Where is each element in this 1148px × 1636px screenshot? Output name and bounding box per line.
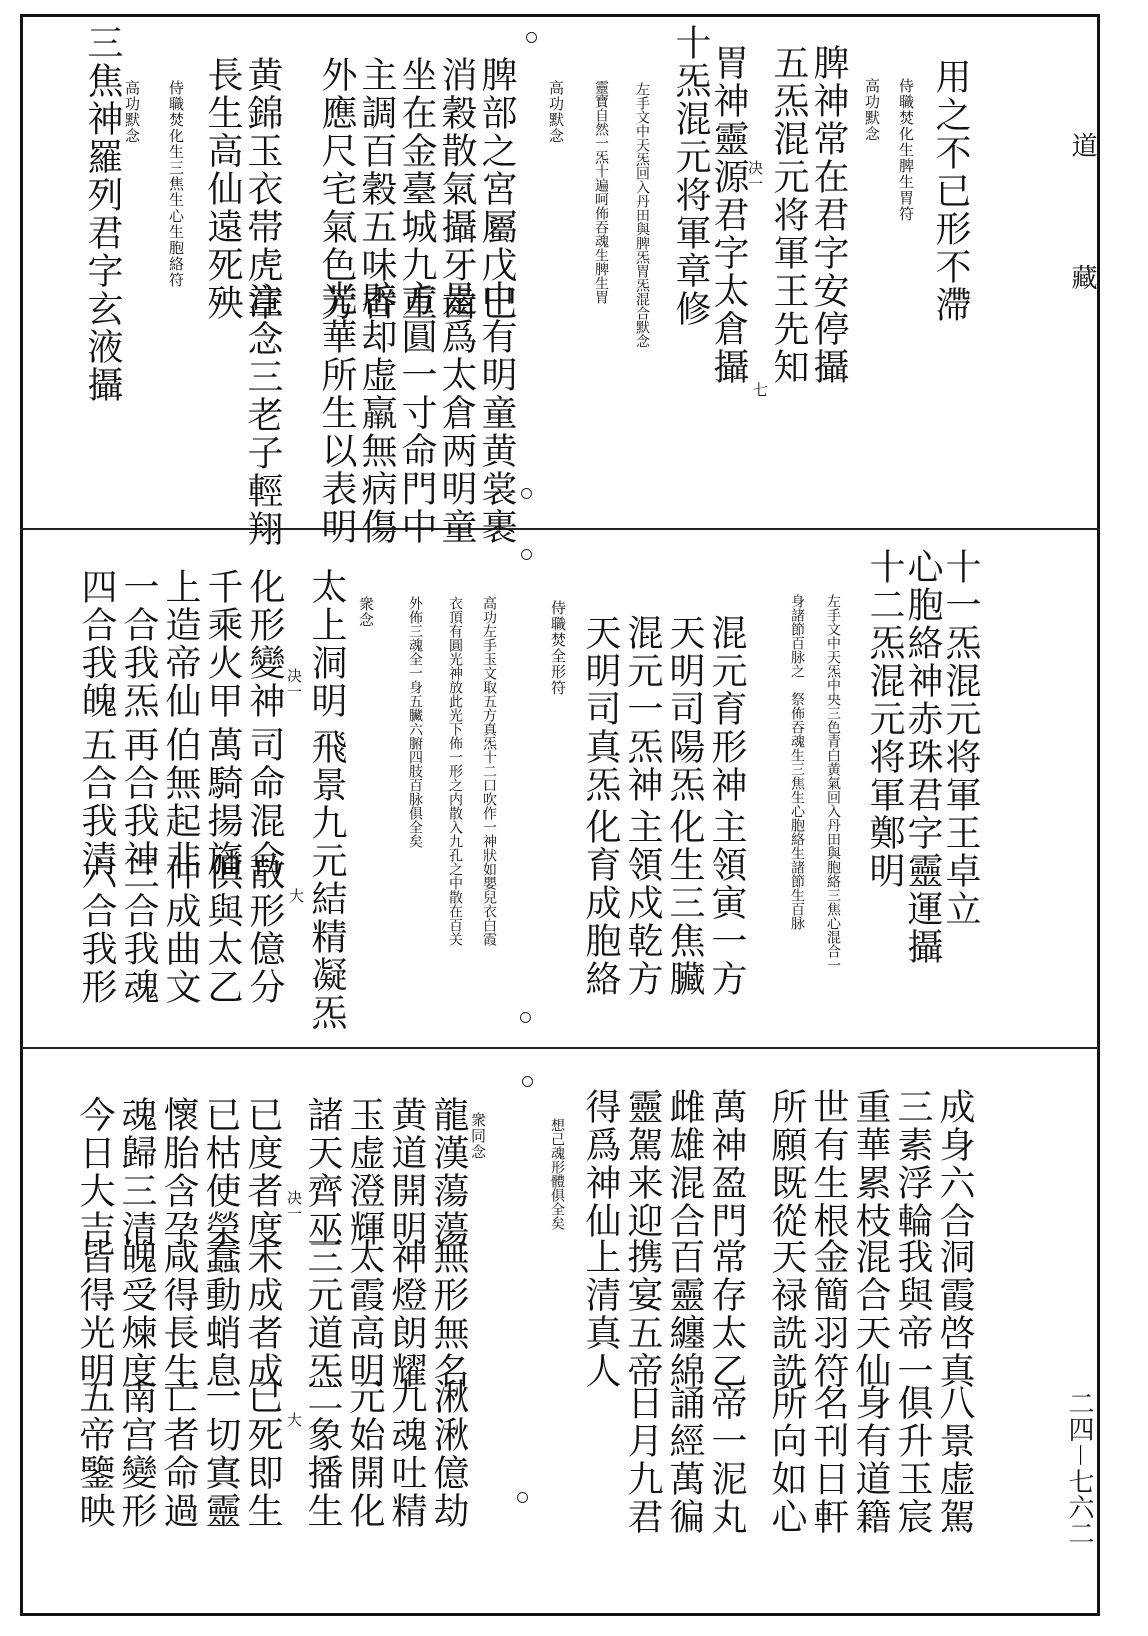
binding-hole [521,488,532,499]
verse-line: 無形無名 [428,1238,469,1390]
verse-line: 坐在金臺城九重 [396,56,437,322]
verse-line: 光華所生以表明 [316,280,357,546]
verse-line: 咸得長生 [158,1238,199,1390]
verse-line: 金簡羽符 [808,1238,849,1390]
verse-line: 伯無起非 [160,726,201,878]
verse-line: 三合我魂 [118,854,159,1006]
binding-hole [520,1012,531,1023]
verse-line: 百靈纏綿 [664,1238,705,1390]
verse-line: 太霞高明 [344,1238,385,1390]
verse-line: 主領寅一方 [706,808,747,998]
verse-line: 消穀散氣攝牙齒 [436,56,477,322]
verse-line: 皆得光明 [74,1238,115,1390]
verse-line: 十一炁混元将軍王卓立 [940,548,981,928]
verse-line: 司命混合 [244,726,285,878]
rubric-note: 衆同念 [469,1112,487,1160]
annotation-mark: 决一 [285,668,303,700]
verse-line: 玉虚澄輝 [344,1096,385,1248]
verse-line: 六合我形 [76,854,117,1006]
panel-divider-2 [20,1047,1100,1049]
verse-line: 俱升玉宸 [892,1384,933,1536]
verse-line: 五炁混元将軍王先知 [768,44,809,386]
verse-line: 仲成曲文 [160,854,201,1006]
verse-line: 散形億分 [244,854,285,1006]
verse-line: 我與帝一 [892,1238,933,1390]
rubric-note: 左手文中天炁回入丹田與脾炁胃炁混合默念 [634,82,650,348]
rubric-note: 想己魂形體俱全矣 [549,1118,565,1230]
verse-line: 胃神靈源君字太倉攝 [708,44,749,386]
verse-line: 八景虚駕 [934,1384,975,1536]
verse-line: 天禄詵詵 [766,1238,807,1390]
verse-line: 魂歸三清 [116,1096,157,1248]
verse-line: 黄錦玉衣帯虎章 [242,56,283,322]
verse-line: 三元道炁 [302,1238,343,1390]
annotation-mark: 大 [287,888,305,904]
rubric-note: 侍職焚化生脾生胃符 [897,78,915,222]
verse-line: 元始開化 [344,1378,385,1530]
verse-line: 成身六合 [934,1088,975,1240]
rubric-note: 左手文中天炁中央三色青白黄氣回入丹田與胞絡三焦心混合一 [825,594,841,972]
rubric-note: 身諸節百脉之 祭佈吞魂生三焦生心胞絡生諸節生百脉 [789,594,805,930]
verse-line: 心胞絡神赤珠君字靈運攝 [902,548,943,966]
binding-hole [522,1076,533,1087]
binding-hole [521,549,532,560]
rubric-note: 高功默念 [863,78,881,142]
verse-line: 飛景九元 [306,728,347,880]
verse-line: 長生高仙遠死殃 [202,56,243,322]
verse-line: 混合天仙 [850,1238,891,1390]
verse-line: 南宫變形 [116,1378,157,1530]
verse-line: 十二炁混元将軍鄭明 [864,548,905,890]
verse-line: 身有道籍 [850,1384,891,1536]
verse-line: 天明司真炁 [580,614,621,804]
verse-line: 常存太乙 [706,1238,747,1390]
page-number: 二四－七六二 [1064,1390,1094,1547]
verse-line: 携宴五帝 [622,1238,663,1390]
verse-line: 今日大吉 [74,1096,115,1248]
verse-line: 帝一泥丸 [706,1384,747,1536]
verse-line: 再合我神 [118,726,159,878]
verse-line: 九魂吐精 [386,1378,427,1530]
annotation-mark: 决一 [746,160,764,192]
verse-line: 魄受煉度 [116,1238,157,1390]
collection-title-2: 藏 [1067,264,1097,290]
rubric-note: 外佈三魂全一身五臟六腑四肢百脉俱全矣 [407,596,423,848]
verse-line: 湫湫億劫 [428,1378,469,1530]
verse-line: 洞霞啓真 [934,1238,975,1390]
verse-line: 亡者命過 [158,1378,199,1530]
verse-line: 得爲神仙 [580,1088,621,1240]
verse-line: 龍漢蕩蕩 [428,1096,469,1248]
verse-line: 上清真人 [580,1238,621,1390]
verse-line: 脾神常在君字安停攝 [808,44,849,386]
verse-line: 脾部之宮屬戊巳 [476,56,517,322]
verse-line: 靈駕来迎 [622,1088,663,1240]
verse-line: 二象播生 [302,1378,343,1530]
verse-line: 上造帝仙 [160,568,201,720]
verse-line: 萬神盈門 [706,1088,747,1240]
verse-line: 天明司陽炁 [664,614,705,804]
verse-line: 化生三焦臟 [664,808,705,998]
verse-line: 辟却虚羸無病傷 [356,280,397,546]
rubric-note: 靈寶自然一炁十遍呵佈吞魂生脾生胃 [593,80,609,304]
verse-line: 三素浮輪 [892,1088,933,1240]
verse-line: 外應尺宅氣色芳 [316,56,357,322]
rubric-note: 高功左手玉文取五方真炁十二口吹作一神狀如嬰兒衣白霞 [481,596,497,946]
verse-line: 日月九君 [622,1384,663,1536]
binding-hole [517,1492,528,1503]
verse-line: 十炁混元将軍章修 [670,24,711,328]
verse-line: 化育成胞絡 [580,808,621,998]
verse-line: 千乘火甲 [202,568,243,720]
verse-line: 方圓一寸命門中 [396,280,437,546]
binding-hole [526,32,537,43]
verse-line: 五帝鑒映 [74,1378,115,1530]
verse-line: 注念三老子輕翔 [242,282,283,548]
verse-line: 雌雄混合 [664,1088,705,1240]
verse-line: 黄道開明 [386,1096,427,1248]
rubric-note: 高功默念 [123,80,141,144]
rubric-note: 侍職焚化生三焦生心生胞絡符 [167,80,185,288]
collection-title: 道 [1067,132,1097,158]
verse-line: 四合我魄 [76,568,117,720]
verse-line: 太上洞明 [306,568,347,720]
verse-line: 一切寘靈 [200,1378,241,1530]
verse-line: 已枯使榮 [200,1096,241,1248]
verse-line: 俱與太乙 [202,854,243,1006]
verse-line: 一合我炁 [118,568,159,720]
verse-line: 懷胎含孕 [158,1096,199,1248]
verse-line: 誦經萬徧 [664,1384,705,1536]
verse-line: 未成者成 [242,1238,283,1390]
verse-line: 中有明童黄裳裹 [476,280,517,546]
verse-line: 已度者度 [242,1096,283,1248]
verse-line: 萬騎揚旛 [202,726,243,878]
annotation-mark: 大 [285,1412,303,1428]
verse-line: 蠢動蛸息 [200,1238,241,1390]
verse-line: 神燈朗耀 [386,1238,427,1390]
verse-line: 是爲太倉两明童 [436,280,477,546]
verse-line: 重華累枝 [850,1088,891,1240]
annotation-mark: 七 [751,382,769,398]
verse-line: 化形變神 [244,568,285,720]
rubric-note: 衆念 [357,596,375,628]
verse-line: 已死即生 [242,1378,283,1530]
verse-line: 所向如心 [766,1384,807,1536]
verse-line: 主調百穀五味香 [356,56,397,322]
annotation-mark: 决一 [285,1190,303,1222]
verse-line: 用之不已形不滯 [930,58,971,324]
verse-line: 諸天齊巫 [302,1096,343,1248]
verse-line: 五合我清 [76,726,117,878]
verse-line: 混元育形神 [706,614,747,804]
verse-line: 結精凝炁 [306,880,347,1032]
verse-line: 世有生根 [808,1088,849,1240]
rubric-note: 侍職焚全形符 [549,600,567,696]
verse-line: 三焦神羅列君字玄液攝 [82,24,123,404]
panel-divider-1 [20,528,1100,530]
rubric-note: 衣頂有圓光神放此光下佈一形之内散入九孔之中散在百关 [447,596,463,946]
verse-line: 混元一炁神 [622,614,663,804]
verse-line: 名刊日軒 [808,1384,849,1536]
verse-line: 主領戍乾方 [622,808,663,998]
verse-line: 所願既從 [766,1088,807,1240]
rubric-note: 高功默念 [547,80,565,144]
